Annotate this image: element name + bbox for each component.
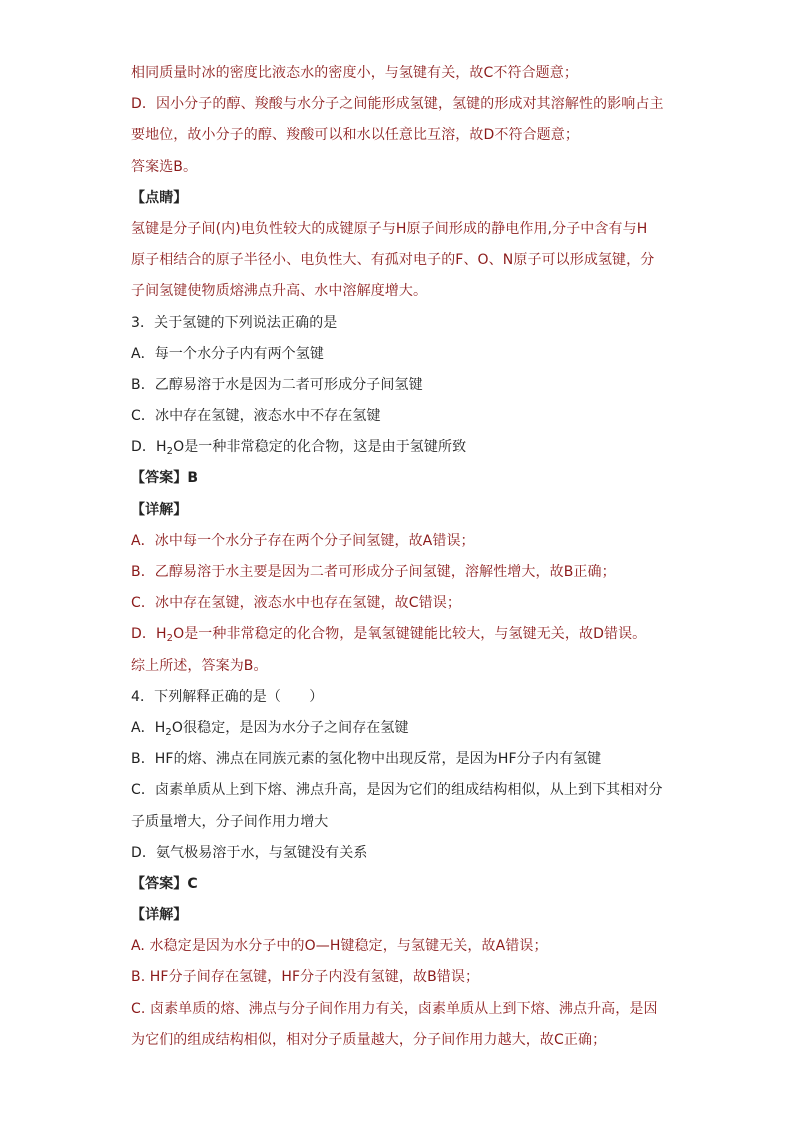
subscript: 2 <box>166 446 174 458</box>
section-heading: 【详解】 <box>131 907 188 924</box>
text-line: C．冰中存在氢键，液态水中不存在氢键 <box>131 408 381 425</box>
text-segment: D．H <box>131 439 167 456</box>
text-line: 综上所述，答案为B。 <box>131 657 268 674</box>
text-line: D．因小分子的醇、羧酸与水分子之间能形成氢键，氢键的形成对其溶解性的影响占主 <box>131 96 664 113</box>
text-line: C．卤素单质从上到下熔、沸点升高，是因为它们的组成结构相似，从上到下其相对分 <box>131 782 663 799</box>
text-line: 答案选B。 <box>131 158 198 175</box>
text-line: A．冰中每一个水分子存在两个分子间氢键，故A错误； <box>131 532 475 549</box>
section-heading: 【点睛】 <box>131 189 188 206</box>
text-line: C. 卤素单质的熔、沸点与分子间作用力有关，卤素单质从上到下熔、沸点升高，是因 <box>131 1000 658 1017</box>
text-line: 4．下列解释正确的是（ ） <box>131 688 324 705</box>
text-line: B．乙醇易溶于水是因为二者可形成分子间氢键 <box>131 376 423 393</box>
text-line: B. HF分子间存在氢键，HF分子内没有氢键，故B错误； <box>131 969 480 986</box>
text-line: A．每一个水分子内有两个氢键 <box>131 345 324 362</box>
section-heading: 【详解】 <box>131 501 188 518</box>
text-line: D．氨气极易溶于水，与氢键没有关系 <box>131 844 368 861</box>
text-line <box>131 713 666 744</box>
text-line: B．HF的熔、沸点在同族元素的氢化物中出现反常，是因为HF分子内有氢键 <box>131 751 602 768</box>
text-line: 为它们的组成结构相似，相对分子质量越大，分子间作用力越大，故C正确； <box>131 1031 607 1048</box>
section-heading: 【答案】B <box>131 470 199 487</box>
text-line <box>131 432 666 463</box>
subscript: 2 <box>166 633 174 645</box>
text-segment: O很稳定，是因为水分子之间存在氢键 <box>171 719 409 736</box>
text-segment: A．H <box>131 719 166 736</box>
text-segment: O是一种非常稳定的化合物，是氧氢键键能比较大，与氢键无关，故D错误。 <box>173 626 647 643</box>
text-line: 子质量增大，分子间作用力增大 <box>131 813 329 830</box>
section-heading: 【答案】C <box>131 875 198 892</box>
subscript: 2 <box>165 726 172 738</box>
text-line: 相同质量时冰的密度比液态水的密度小，与氢键有关，故C不符合题意； <box>131 65 578 81</box>
text-line: 原子相结合的原子半径小、电负性大、有孤对电子的F、O、N原子可以形成氢键，分 <box>131 252 655 269</box>
text-line <box>131 619 666 650</box>
text-line: 3．关于氢键的下列说法正确的是 <box>131 314 338 331</box>
text-line: 要地位，故小分子的醇、羧酸可以和水以任意比互溶，故D不符合题意； <box>131 127 579 144</box>
text-line: A. 水稳定是因为水分子中的O—H键稳定，与氢键无关，故A错误； <box>131 938 548 955</box>
text-segment: O是一种非常稳定的化合物，这是由于氢键所致 <box>173 439 467 456</box>
text-line: 氢键是分子间(内)电负性较大的成键原子与H原子间形成的静电作用,分子中含有与H <box>131 220 648 237</box>
text-line: C．冰中存在氢键，液态水中也存在氢键，故C错误； <box>131 595 461 612</box>
text-segment: D．H <box>131 626 167 643</box>
document-page <box>131 58 666 1056</box>
text-line: B．乙醇易溶于水主要是因为二者可形成分子间氢键，溶解性增大，故B正确； <box>131 564 616 580</box>
text-line: 子间氢键使物质熔沸点升高、水中溶解度增大。 <box>131 283 428 300</box>
